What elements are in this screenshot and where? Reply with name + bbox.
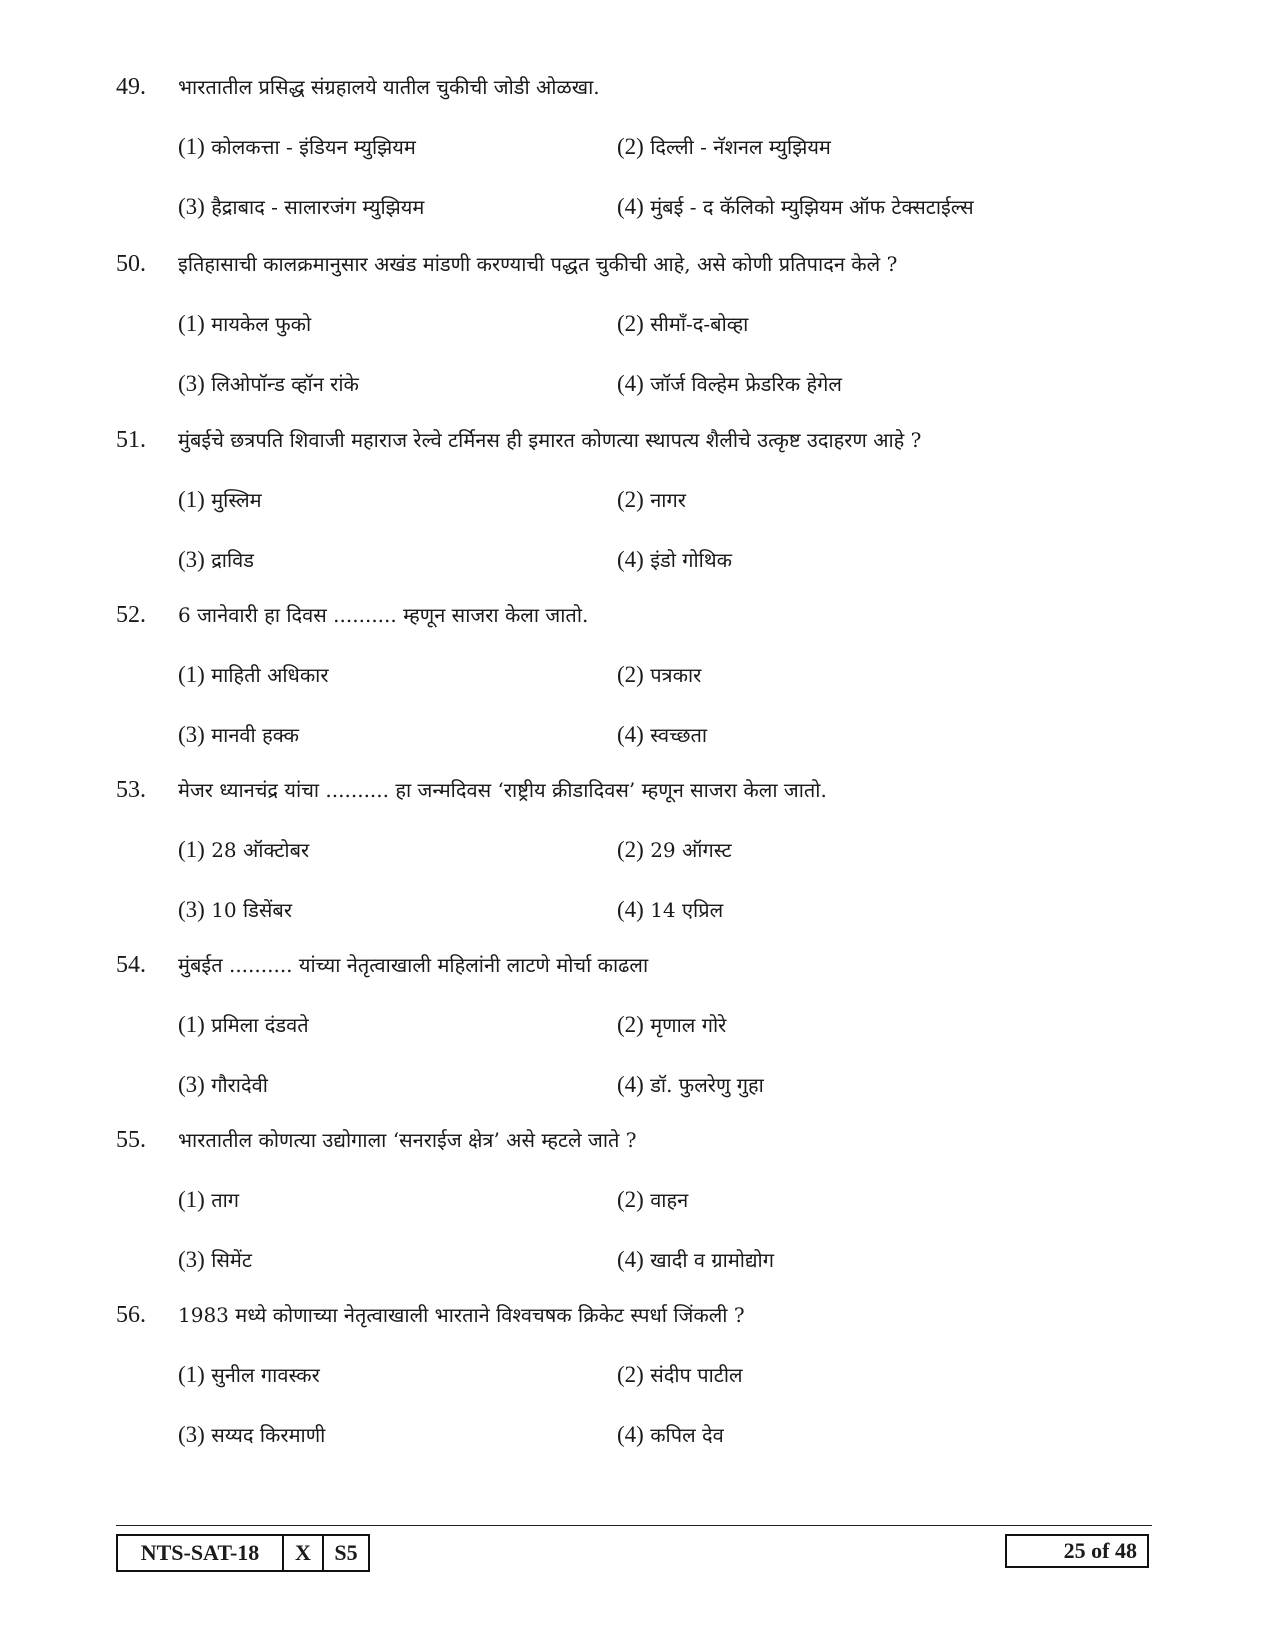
question-number: 51. xyxy=(116,427,146,453)
option-1: (1) कोलकत्ता - इंडियन म्युझियम xyxy=(178,134,416,159)
question-54 xyxy=(0,950,1275,1133)
question-number: 52. xyxy=(116,602,146,628)
question-53 xyxy=(0,775,1275,958)
option-3: (3) सय्यद किरमाणी xyxy=(178,1422,326,1447)
question-50 xyxy=(0,249,1275,432)
option-1: (1) मुस्लिम xyxy=(178,487,262,512)
option-4: (4) खादी व ग्रामोद्योग xyxy=(617,1247,775,1272)
question-number: 55. xyxy=(116,1127,146,1153)
option-3: (3) सिमेंट xyxy=(178,1247,252,1272)
option-3: (3) 10 डिसेंबर xyxy=(178,897,292,922)
question-number: 56. xyxy=(116,1302,146,1328)
question-number: 53. xyxy=(116,777,146,803)
option-3: (3) गौरादेवी xyxy=(178,1072,268,1097)
option-4: (4) 14 एप्रिल xyxy=(617,897,724,922)
page-number: 25 of 48 xyxy=(1005,1534,1149,1568)
option-2: (2) पत्रकार xyxy=(617,662,702,687)
question-text: मुंबईत .......... यांच्या नेतृत्वाखाली महिलांनी लाटणे मोर्चा काढला xyxy=(178,953,649,977)
option-1: (1) प्रमिला दंडवते xyxy=(178,1012,309,1037)
option-4: (4) कपिल देव xyxy=(617,1422,724,1447)
question-52 xyxy=(0,600,1275,783)
paper-code-box xyxy=(116,1534,370,1572)
question-text: भारतातील कोणत्या उद्योगाला ‘सनराईज क्षेत्र’ असे म्हटले जाते ? xyxy=(178,1128,637,1152)
option-1: (1) सुनील गावस्कर xyxy=(178,1362,320,1387)
question-number: 54. xyxy=(116,952,146,978)
question-49 xyxy=(0,72,1275,255)
footer-divider xyxy=(116,1525,1152,1526)
question-text: भारतातील प्रसिद्ध संग्रहालये यातील चुकीची जोडी ओळखा. xyxy=(178,75,600,99)
question-text: मेजर ध्यानचंद्र यांचा .......... हा जन्मदिवस ‘राष्ट्रीय क्रीडादिवस’ म्हणून साजरा केला जातो. xyxy=(178,778,827,802)
option-4: (4) इंडो गोथिक xyxy=(617,547,733,572)
option-2: (2) वाहन xyxy=(617,1187,689,1212)
option-4: (4) डॉ. फुलरेणु गुहा xyxy=(617,1072,764,1097)
option-4: (4) स्वच्छता xyxy=(617,722,708,747)
paper-code: NTS-SAT-18 xyxy=(118,1536,284,1570)
paper-set: X xyxy=(284,1536,324,1570)
option-2: (2) संदीप पाटील xyxy=(617,1362,743,1387)
question-51 xyxy=(0,425,1275,608)
option-3: (3) मानवी हक्क xyxy=(178,722,299,747)
option-3: (3) लिओपॉन्ड व्हॉन रांके xyxy=(178,371,359,396)
option-4: (4) जॉर्ज विल्हेम फ्रेडरिक हेगेल xyxy=(617,371,842,396)
option-1: (1) माहिती अधिकार xyxy=(178,662,329,687)
question-number: 49. xyxy=(116,74,146,100)
option-2: (2) दिल्ली - नॅशनल म्युझियम xyxy=(617,134,831,159)
option-4: (4) मुंबई - द कॅलिको म्युझियम ऑफ टेक्सटाईल्स xyxy=(617,194,974,219)
paper-section: S5 xyxy=(334,1540,358,1565)
option-2: (2) 29 ऑगस्ट xyxy=(617,837,732,862)
option-3: (3) द्राविड xyxy=(178,547,254,572)
question-number: 50. xyxy=(116,251,146,277)
option-1: (1) मायकेल फुको xyxy=(178,311,312,336)
question-text: 6 जानेवारी हा दिवस .......... म्हणून साजरा केला जातो. xyxy=(178,603,589,627)
option-1: (1) ताग xyxy=(178,1187,240,1212)
option-2: (2) सीमॉं-द-बोव्हा xyxy=(617,311,749,336)
question-text: 1983 मध्ये कोणाच्या नेतृत्वाखाली भारताने विश्वचषक क्रिकेट स्पर्धा जिंकली ? xyxy=(178,1303,745,1327)
question-55 xyxy=(0,1125,1275,1308)
option-1: (1) 28 ऑक्टोबर xyxy=(178,837,310,862)
option-2: (2) मृणाल गोरे xyxy=(617,1012,727,1037)
question-text: इतिहासाची कालक्रमानुसार अखंड मांडणी करण्याची पद्धत चुकीची आहे, असे कोणी प्रतिपादन केले ? xyxy=(178,252,898,276)
option-2: (2) नागर xyxy=(617,487,686,512)
option-3: (3) हैद्राबाद - सालारजंग म्युझियम xyxy=(178,194,425,219)
question-56 xyxy=(0,1300,1275,1483)
question-text: मुंबईचे छत्रपति शिवाजी महाराज रेल्वे टर्मिनस ही इमारत कोणत्या स्थापत्य शैलीचे उत्कृष्ट उदाहरण आहे ? xyxy=(178,428,922,452)
